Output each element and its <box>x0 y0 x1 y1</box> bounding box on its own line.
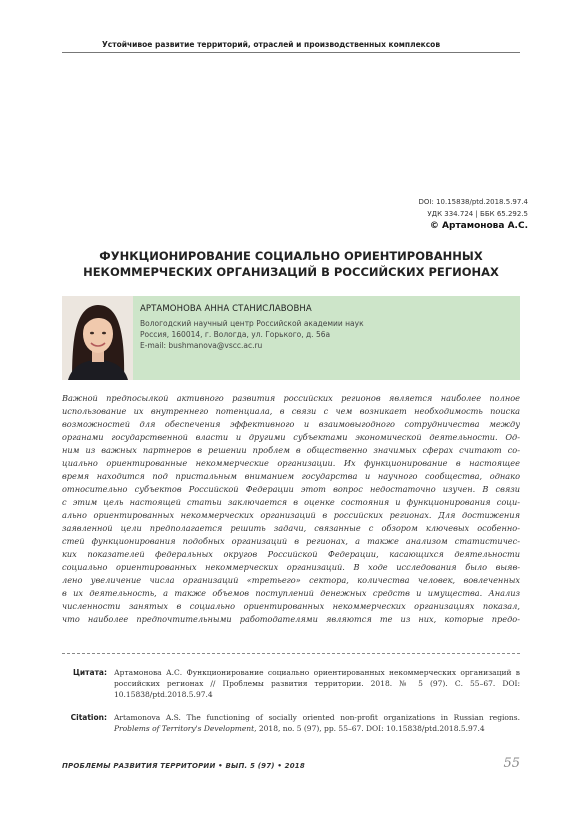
abstract-line: использование их внутреннего потенциала, в связи с чем возникает необходимость поиска <box>62 406 520 416</box>
author-info <box>140 304 364 351</box>
title-line-1: ФУНКЦИОНИРОВАНИЕ СОЦИАЛЬНО ОРИЕНТИРОВАННЫХ <box>99 249 483 263</box>
author-name: АРТАМОНОВА АННА СТАНИСЛАВОВНА <box>140 304 312 314</box>
abstract-line: возможностей для обеспечения эффективного и взаимовыгодного сотрудничества между <box>62 419 520 429</box>
footer-journal: ПРОБЛЕМЫ РАЗВИТИЯ ТЕРРИТОРИИ • ВЫП. 5 (97) • 2018 <box>62 762 305 770</box>
citation-ru-label: Цитата: <box>72 668 107 677</box>
abstract-line: заявленной цели предполагается решить задачи, связанные с обзором ключевых особенно- <box>62 523 520 533</box>
citation-en-text-before: Artamonova A.S. The functioning of socially oriented non-profit organizations in Russian regions. <box>114 713 520 722</box>
doi: DOI: 10.15838/ptd.2018.5.97.4 <box>418 198 528 206</box>
abstract-line: численности занятых в социально ориентированных некоммерческих организациях показал, <box>62 601 520 611</box>
author-address: Россия, 160014, г. Вологда, ул. Горького, д. 56а <box>140 330 331 339</box>
abstract-line: органами государственной власти и другими субъектами экономической деятельности. Од- <box>62 432 520 442</box>
journal-section-header <box>62 40 520 53</box>
udk-bbk: УДК 334.724 | ББК 65.292.5 <box>427 210 528 218</box>
abstract-line: ально ориентированных некоммерческих организаций в российских регионах. Для достижения <box>62 510 520 520</box>
author-affiliation: Вологодский научный центр Российской академии наук <box>140 319 364 328</box>
abstract-line: что наиболее предпочтительными работодателями являются те из них, которые предо- <box>62 614 520 624</box>
page-number: 55 <box>503 756 520 771</box>
article-meta <box>419 196 528 232</box>
citation-en <box>62 712 520 734</box>
author-photo <box>62 296 133 380</box>
citation-ru <box>62 667 520 700</box>
abstract-line: ним из важных партнеров в решении проблем в общественно значимых сферах считают со- <box>62 445 520 455</box>
journal-section-title: Устойчивое развитие территорий, отраслей и производственных комплексов <box>102 40 441 49</box>
abstract-line: социально ориентированных некоммерческих организаций. В ходе исследования было выяв- <box>62 562 520 572</box>
abstract-line: ких показателей федеральных округов Российской Федерации, касающихся деятельности <box>62 549 520 559</box>
abstract-line: стей функционирования подобных организаций в регионах, а также анализом статистичес- <box>62 536 520 546</box>
citation-en-label: Citation: <box>70 713 107 722</box>
abstract-line: в их деятельность, а также объемов поступлений денежных средств и имущества. Анализ <box>62 588 520 598</box>
citation-ru-text: Артамонова А.С. Функционирование социально ориентированных некоммерческих организаций в российских регионах // Проблемы развития территории. 2018. № 5 (97). С. 55–67. DOI: 10.15838/ptd.2018.5.97.4 <box>114 668 520 699</box>
title-line-2: НЕКОММЕРЧЕСКИХ ОРГАНИЗАЦИЙ В РОССИЙСКИХ РЕГИОНАХ <box>83 265 499 279</box>
article-title <box>62 248 520 280</box>
citation-en-text <box>114 712 520 734</box>
abstract-line: циально ориентированные некоммерческие организации. Их функционирование в настоящее <box>62 458 520 468</box>
abstract-line: Важной предпосылкой активного развития российских регионов является наиболее полное <box>62 393 520 403</box>
abstract-line: с этим цель настоящей статьи заключается в оценке состояния и функционирования соци- <box>62 497 520 507</box>
copyright: © Артамонова А.С. <box>429 221 528 231</box>
author-email: E-mail: bushmanova@vscc.ac.ru <box>140 341 263 350</box>
abstract-line: время находится под пристальным вниманием государства и научного сообщества, однако <box>62 471 520 481</box>
abstract-line: лено увеличение числа организаций «третьего» сектора, количества человек, вовлеченных <box>62 575 520 585</box>
citation-en-journal: Problems of Territory's Development <box>114 724 255 733</box>
abstract-line: относительно субъектов Российской Федерации этот вопрос недостаточно изучен. В связи <box>62 484 520 494</box>
citation-en-text-after: , 2018, no. 5 (97), pp. 55–67. DOI: 10.15838/ptd.2018.5.97.4 <box>254 724 485 733</box>
separator-line <box>62 653 520 654</box>
abstract <box>62 392 520 626</box>
author-box <box>62 296 520 380</box>
